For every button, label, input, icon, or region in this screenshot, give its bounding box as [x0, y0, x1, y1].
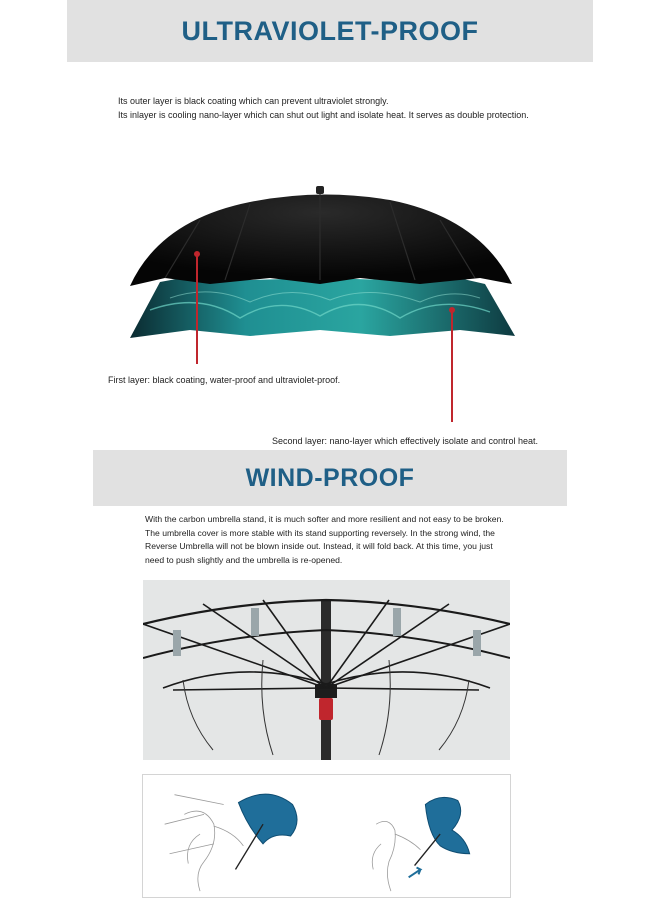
inlayer-canopy [130, 275, 515, 338]
wind-intro-line: The umbrella cover is more stable with its stand supporting reversely. In the strong wind, the [145, 527, 495, 538]
runner-red [319, 698, 333, 720]
uv-intro-text [118, 94, 588, 122]
uv-section-banner [67, 0, 593, 62]
reverse-umbrella-sketch [142, 774, 511, 898]
uv-section-title: ULTRAVIOLET-PROOF [181, 15, 479, 46]
uv-intro-line: Its inlayer is cooling nano-layer which can shut out light and isolate heat. It serves as double protection. [118, 110, 529, 120]
second-layer-caption: Second layer: nano-layer which effectively isolate and control heat. [272, 436, 538, 446]
umbrella-right-canopy [425, 797, 469, 853]
umbrella-layers-illustration [120, 180, 540, 380]
umbrella-shaft [321, 600, 331, 760]
push-arrow-icon [409, 867, 421, 877]
uv-intro-line: Its outer layer is black coating which can prevent ultraviolet strongly. [118, 96, 389, 106]
second-layer-pointer-line [448, 308, 456, 424]
wind-section-title: WIND-PROOF [245, 463, 415, 492]
first-layer-caption: First layer: black coating, water-proof and ultraviolet-proof. [108, 375, 341, 385]
umbrella-left-canopy [238, 794, 297, 844]
wind-intro-line: Reverse Umbrella will not be blown inside out. Instead, it will fold back. At this time, you just [145, 541, 493, 551]
wind-section-banner [93, 450, 567, 506]
wind-intro-line: need to push slightly and the umbrella is re-opened. [145, 554, 343, 565]
wind-intro-text [145, 513, 525, 567]
wind-intro-line: With the carbon umbrella stand, it is much softer and more resilient and not easy to be broken. [145, 514, 504, 524]
umbrella-frame-photo [143, 580, 510, 760]
